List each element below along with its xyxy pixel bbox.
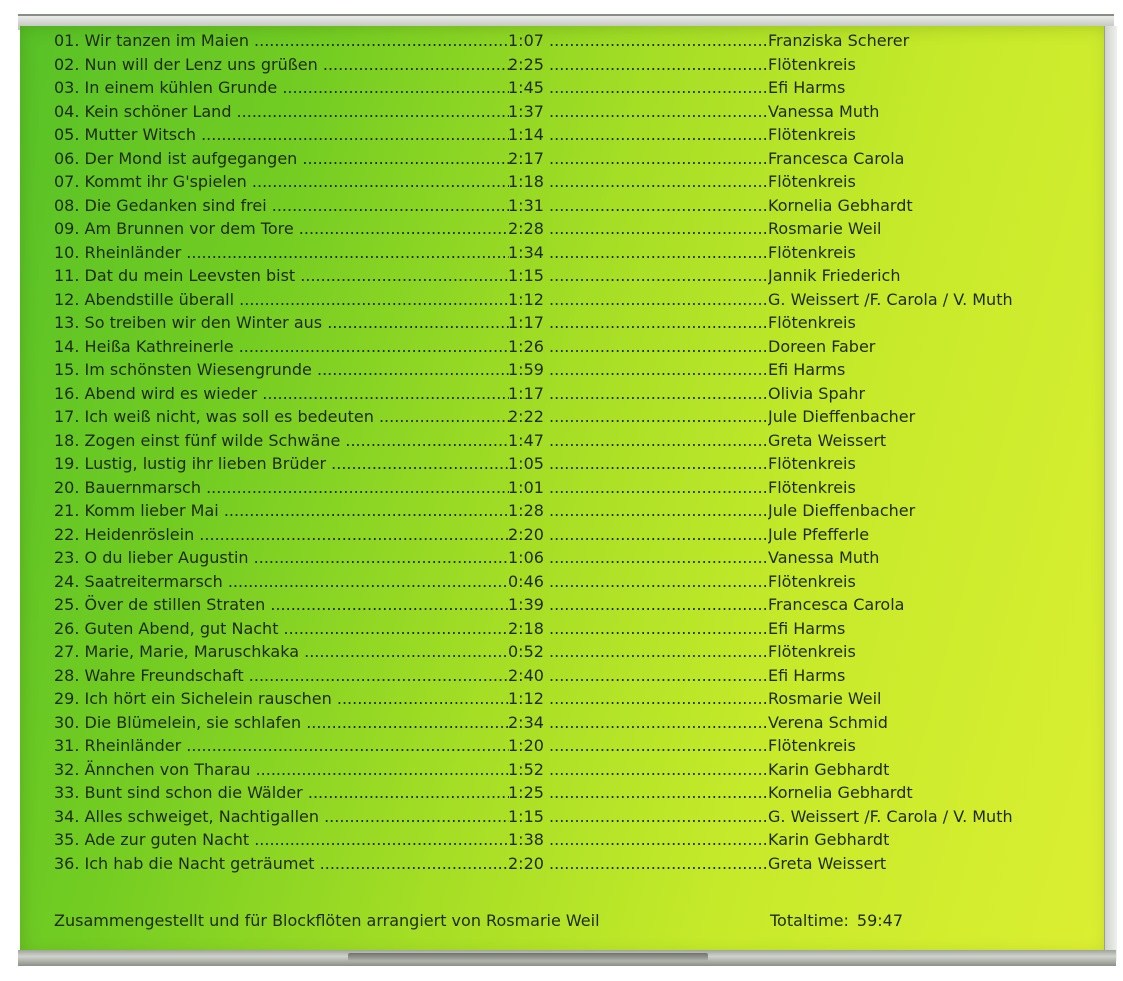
track-title: 04. Kein schöner Land ..... (54, 100, 509, 124)
track-title: 03. In einem kühlen Grunde ..... (54, 76, 509, 100)
track-title: 36. Ich hab die Nacht geträumet ..... (54, 852, 509, 876)
track-row (46, 170, 1106, 194)
track-row (46, 640, 1106, 664)
track-title: 10. Rheinländer ..... (54, 241, 509, 265)
track-title: 23. O du lieber Augustin ..... (54, 546, 509, 570)
track-performer: Francesca Carola (768, 595, 905, 614)
track-performer: Efi Harms (768, 78, 846, 97)
track-title: 16. Abend wird es wieder ..... (54, 382, 509, 406)
track-performer: Vanessa Muth (768, 548, 880, 567)
track-row (46, 358, 1106, 382)
track-row (46, 405, 1106, 429)
track-title: 33. Bunt sind schon die Wälder ..... (54, 781, 509, 805)
track-duration: 1:12 ..... (508, 687, 768, 711)
track-duration: 1:31 ..... (508, 194, 768, 218)
track-title: 24. Saatreitermarsch ..... (54, 570, 509, 594)
cd-case-hinge (348, 953, 708, 961)
track-title: 29. Ich hört ein Sichelein rauschen ..... (54, 687, 509, 711)
track-duration: 2:17 ..... (508, 147, 768, 171)
track-row (46, 711, 1106, 735)
track-row (46, 194, 1106, 218)
track-title: 27. Marie, Marie, Maruschkaka ..... (54, 640, 509, 664)
track-performer: Flötenkreis (768, 125, 856, 144)
track-row (46, 805, 1106, 829)
track-row (46, 734, 1106, 758)
arrangement-credit: Zusammengestellt und für Blockflöten arrangiert von Rosmarie Weil (54, 911, 600, 930)
track-duration: 2:22 ..... (508, 405, 768, 429)
track-performer: G. Weissert /F. Carola / V. Muth (768, 289, 1013, 309)
track-row (46, 264, 1106, 288)
track-duration: 1:17 ..... (508, 311, 768, 335)
track-performer: Jule Dieffenbacher (768, 501, 916, 520)
track-duration: 1:47 ..... (508, 429, 768, 453)
track-row (46, 76, 1106, 100)
track-title: 31. Rheinländer ..... (54, 734, 509, 758)
total-time (770, 911, 903, 930)
track-performer: Karin Gebhardt (768, 830, 890, 849)
track-title: 21. Komm lieber Mai ..... (54, 499, 509, 523)
track-title: 32. Ännchen von Tharau ..... (54, 758, 509, 782)
track-duration: 1:18 ..... (508, 170, 768, 194)
track-row (46, 217, 1106, 241)
track-row (46, 53, 1106, 77)
cd-case-bottom-edge (18, 950, 1116, 966)
track-title: 15. Im schönsten Wiesengrunde ..... (54, 358, 509, 382)
track-duration: 2:40 ..... (508, 664, 768, 688)
track-performer: Flötenkreis (768, 571, 856, 591)
track-title: 19. Lustig, lustig ihr lieben Brüder ..... (54, 452, 509, 476)
track-row (46, 499, 1106, 523)
track-row (46, 687, 1106, 711)
track-row (46, 288, 1106, 312)
track-duration: 1:59 ..... (508, 358, 768, 382)
track-row (46, 828, 1106, 852)
track-row (46, 781, 1106, 805)
track-performer: G. Weissert /F. Carola / V. Muth (768, 806, 1013, 826)
track-performer: Rosmarie Weil (768, 689, 882, 708)
track-title: 12. Abendstille überall ..... (54, 288, 509, 312)
track-performer: Flötenkreis (768, 313, 856, 332)
track-row (46, 570, 1106, 594)
track-row (46, 429, 1106, 453)
track-duration: 0:52 ..... (508, 640, 768, 664)
total-time-value: 59:47 (856, 911, 904, 930)
track-duration: 2:28 ..... (508, 217, 768, 241)
track-row (46, 452, 1106, 476)
track-title: 35. Ade zur guten Nacht ..... (54, 828, 509, 852)
track-duration: 1:20 ..... (508, 734, 768, 758)
track-performer: Vanessa Muth (768, 101, 880, 121)
track-title: 02. Nun will der Lenz uns grüßen ..... (54, 53, 509, 77)
track-duration: 1:26 ..... (508, 335, 768, 359)
track-performer: Flötenkreis (768, 454, 856, 473)
track-duration: 2:20 ..... (508, 523, 768, 547)
track-duration: 2:34 ..... (508, 711, 768, 735)
track-row (46, 382, 1106, 406)
track-title: 13. So treiben wir den Winter aus ..... (54, 311, 509, 335)
track-duration: 1:17 ..... (508, 382, 768, 406)
track-title: 25. Över de stillen Straten ..... (54, 593, 509, 617)
track-title: 05. Mutter Witsch ..... (54, 123, 509, 147)
track-row (46, 546, 1106, 570)
track-title: 17. Ich weiß nicht, was soll es bedeuten ..... (54, 405, 509, 429)
track-performer: Efi Harms (768, 665, 846, 685)
track-performer: Kornelia Gebhardt (768, 783, 913, 802)
track-row (46, 758, 1106, 782)
track-performer: Flötenkreis (768, 172, 856, 191)
track-row (46, 523, 1106, 547)
track-title: 20. Bauernmarsch ..... (54, 476, 509, 500)
track-performer: Efi Harms (768, 360, 846, 379)
track-performer: Jule Pfefferle (768, 524, 870, 544)
track-duration: 1:37 ..... (508, 100, 768, 124)
track-title: 06. Der Mond ist aufgegangen ..... (54, 147, 509, 171)
track-performer: Doreen Faber (768, 336, 876, 356)
track-duration: 1:15 ..... (508, 264, 768, 288)
track-row (46, 593, 1106, 617)
track-title: 28. Wahre Freundschaft ..... (54, 664, 509, 688)
track-duration: 1:52 ..... (508, 758, 768, 782)
track-title: 09. Am Brunnen vor dem Tore ..... (54, 217, 509, 241)
track-performer: Rosmarie Weil (768, 219, 882, 238)
track-duration: 1:07 ..... (508, 29, 768, 53)
track-row (46, 29, 1106, 53)
track-performer: Jannik Friederich (768, 266, 901, 285)
track-performer: Olivia Spahr (768, 383, 866, 403)
track-list (46, 29, 1106, 875)
track-performer: Flötenkreis (768, 54, 856, 74)
track-duration: 1:05 ..... (508, 452, 768, 476)
track-performer: Verena Schmid (768, 712, 888, 732)
track-duration: 1:39 ..... (508, 593, 768, 617)
track-title: 18. Zogen einst fünf wilde Schwäne ..... (54, 429, 509, 453)
track-title: 22. Heidenröslein ..... (54, 523, 509, 547)
track-row (46, 123, 1106, 147)
track-title: 11. Dat du mein Leevsten bist ..... (54, 264, 509, 288)
track-duration: 1:12 ..... (508, 288, 768, 312)
track-row (46, 100, 1106, 124)
track-duration: 1:25 ..... (508, 781, 768, 805)
track-row (46, 311, 1106, 335)
track-performer: Efi Harms (768, 618, 846, 638)
track-duration: 1:38 ..... (508, 828, 768, 852)
track-title: 08. Die Gedanken sind frei ..... (54, 194, 509, 218)
track-performer: Franziska Scherer (768, 31, 910, 50)
track-duration: 1:45 ..... (508, 76, 768, 100)
track-performer: Kornelia Gebhardt (768, 195, 913, 215)
track-performer: Flötenkreis (768, 736, 856, 755)
track-performer: Jule Dieffenbacher (768, 407, 916, 426)
track-duration: 2:25 ..... (508, 53, 768, 77)
track-duration: 1:34 ..... (508, 241, 768, 265)
track-duration: 1:14 ..... (508, 123, 768, 147)
track-row (46, 335, 1106, 359)
track-duration: 1:06 ..... (508, 546, 768, 570)
track-performer: Greta Weissert (768, 853, 887, 873)
track-duration: 2:20 ..... (508, 852, 768, 876)
track-performer: Francesca Carola (768, 148, 905, 168)
track-row (46, 664, 1106, 688)
track-row (46, 147, 1106, 171)
track-title: 34. Alles schweiget, Nachtigallen ..... (54, 805, 509, 829)
track-title: 01. Wir tanzen im Maien ..... (54, 29, 509, 53)
track-performer: Flötenkreis (768, 642, 856, 661)
track-title: 14. Heißa Kathreinerle ..... (54, 335, 509, 359)
track-duration: 1:15 ..... (508, 805, 768, 829)
track-duration: 1:28 ..... (508, 499, 768, 523)
track-row (46, 852, 1106, 876)
track-duration: 1:01 ..... (508, 476, 768, 500)
track-row (46, 617, 1106, 641)
track-performer: Karin Gebhardt (768, 759, 890, 779)
track-row (46, 241, 1106, 265)
track-performer: Greta Weissert (768, 430, 887, 450)
track-title: 07. Kommt ihr G'spielen ..... (54, 170, 509, 194)
track-performer: Flötenkreis (768, 477, 856, 497)
total-time-label: Totaltime: (770, 911, 849, 930)
track-duration: 0:46 ..... (508, 570, 768, 594)
track-duration: 2:18 ..... (508, 617, 768, 641)
track-title: 30. Die Blümelein, sie schlafen ..... (54, 711, 509, 735)
track-performer: Flötenkreis (768, 242, 856, 262)
track-title: 26. Guten Abend, gut Nacht ..... (54, 617, 509, 641)
track-row (46, 476, 1106, 500)
